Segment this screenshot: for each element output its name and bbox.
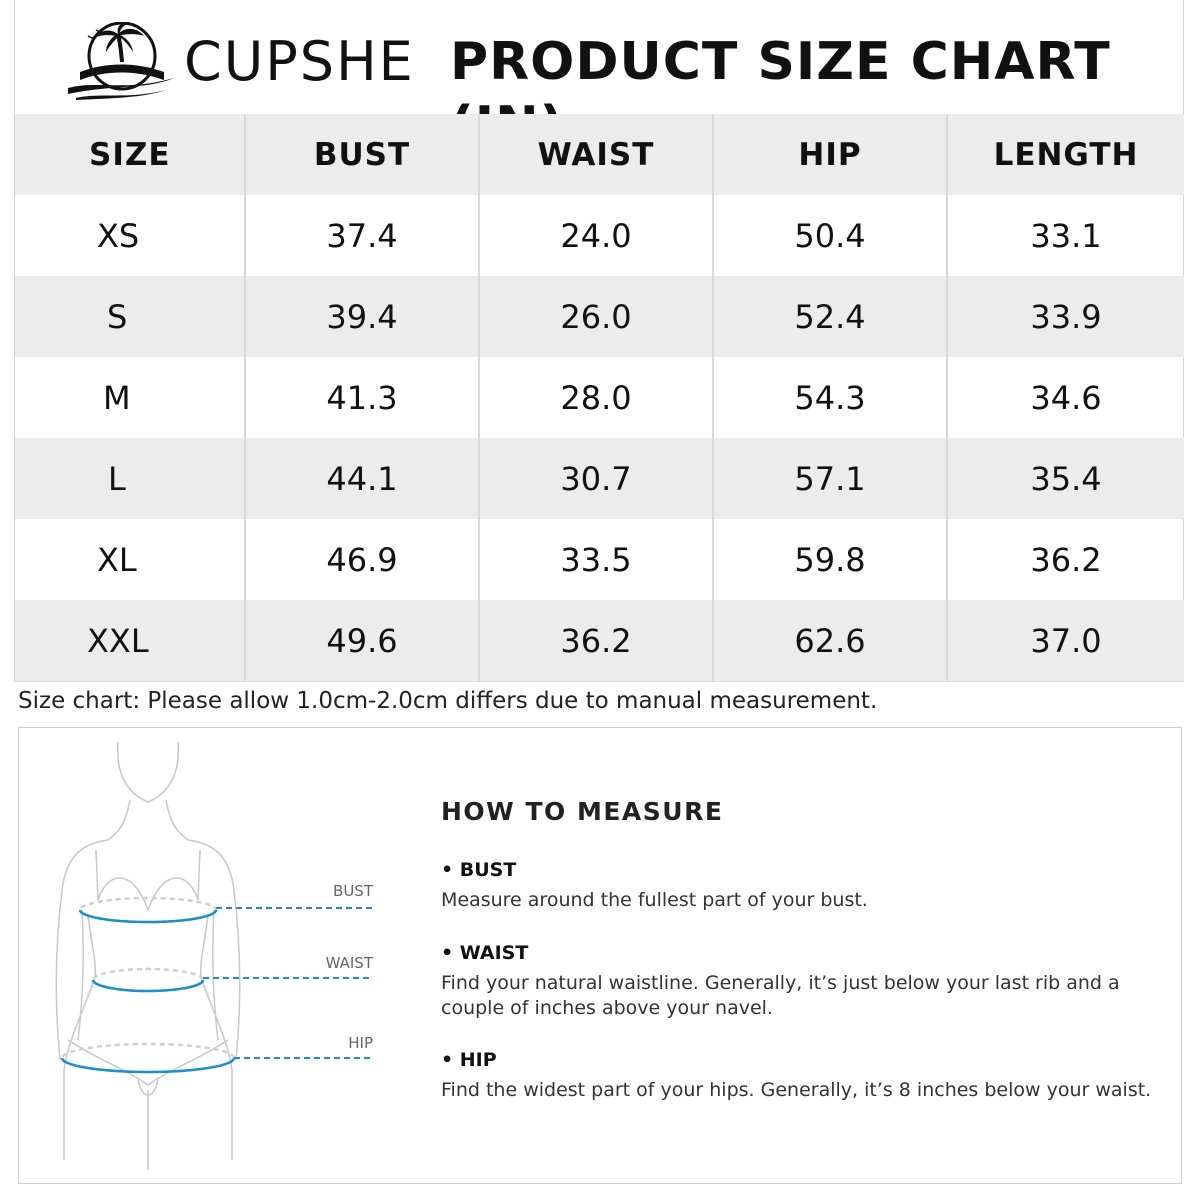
length-cell: 33.9 (947, 276, 1184, 357)
length-cell: 37.0 (947, 600, 1184, 681)
hip-label: HIP (348, 1034, 373, 1052)
bust-cell: 44.1 (245, 438, 479, 519)
size-cell: XS (15, 195, 245, 276)
size-cell: XXL (15, 600, 245, 681)
bust-cell: 46.9 (245, 519, 479, 600)
table-row (15, 357, 1184, 438)
bust-instructions: Measure around the fullest part of your bust. (441, 889, 868, 911)
body-figure-icon (38, 740, 383, 1170)
column-header: LENGTH (947, 114, 1184, 195)
waist-heading: • WAIST (441, 942, 529, 964)
hip-cell: 59.8 (713, 519, 947, 600)
column-header: HIP (713, 114, 947, 195)
waist-cell: 36.2 (479, 600, 713, 681)
hip-instructions: Find the widest part of your hips. Generally, it’s 8 inches below your waist. (441, 1079, 1152, 1101)
table-row (15, 438, 1184, 519)
size-chart-table (15, 114, 1184, 681)
size-cell: XL (15, 519, 245, 600)
hip-cell: 54.3 (713, 357, 947, 438)
waist-cell: 24.0 (479, 195, 713, 276)
bust-cell: 49.6 (245, 600, 479, 681)
size-cell: M (15, 357, 245, 438)
brand-name: CUPSHE (184, 30, 415, 93)
length-cell: 35.4 (947, 438, 1184, 519)
table-row (15, 276, 1184, 357)
waist-cell: 26.0 (479, 276, 713, 357)
hip-cell: 50.4 (713, 195, 947, 276)
length-cell: 34.6 (1030, 378, 1102, 417)
bust-cell: 39.4 (245, 276, 479, 357)
waist-cell: 28.0 (479, 357, 713, 438)
measurement-note: Size chart: Please allow 1.0cm-2.0cm differs due to manual measurement. (18, 688, 878, 714)
table-row (15, 195, 1184, 276)
bust-heading: • BUST (441, 859, 517, 881)
bust-cell: 37.4 (245, 195, 479, 276)
hip-cell: 57.1 (713, 438, 947, 519)
hip-cell: 52.4 (713, 276, 947, 357)
waist-cell: 30.7 (479, 438, 713, 519)
column-header: BUST (245, 114, 479, 195)
size-cell: L (15, 438, 245, 519)
waist-label: WAIST (325, 954, 373, 972)
waist-instructions: Find your natural waistline. Generally, it’s just below your last rib and a couple of inches above your navel. (441, 972, 1120, 1019)
hip-cell: 62.6 (713, 600, 947, 681)
column-header: SIZE (15, 114, 245, 195)
bust-label: BUST (333, 882, 373, 900)
length-cell: 33.1 (1030, 216, 1102, 255)
hip-heading: • HIP (441, 1049, 497, 1071)
bust-cell: 41.3 (245, 357, 479, 438)
column-header: WAIST (479, 114, 713, 195)
table-row (15, 519, 1184, 600)
how-to-measure-title: HOW TO MEASURE (441, 797, 724, 826)
palm-tree-logo-icon (66, 22, 176, 100)
table-row (15, 600, 1184, 681)
waist-cell: 33.5 (479, 519, 713, 600)
table-header-row (15, 114, 1184, 195)
page-title: PRODUCT SIZE CHART (450, 32, 1111, 92)
header (0, 0, 1200, 114)
size-cell: S (15, 276, 245, 357)
length-cell: 36.2 (1030, 540, 1102, 579)
